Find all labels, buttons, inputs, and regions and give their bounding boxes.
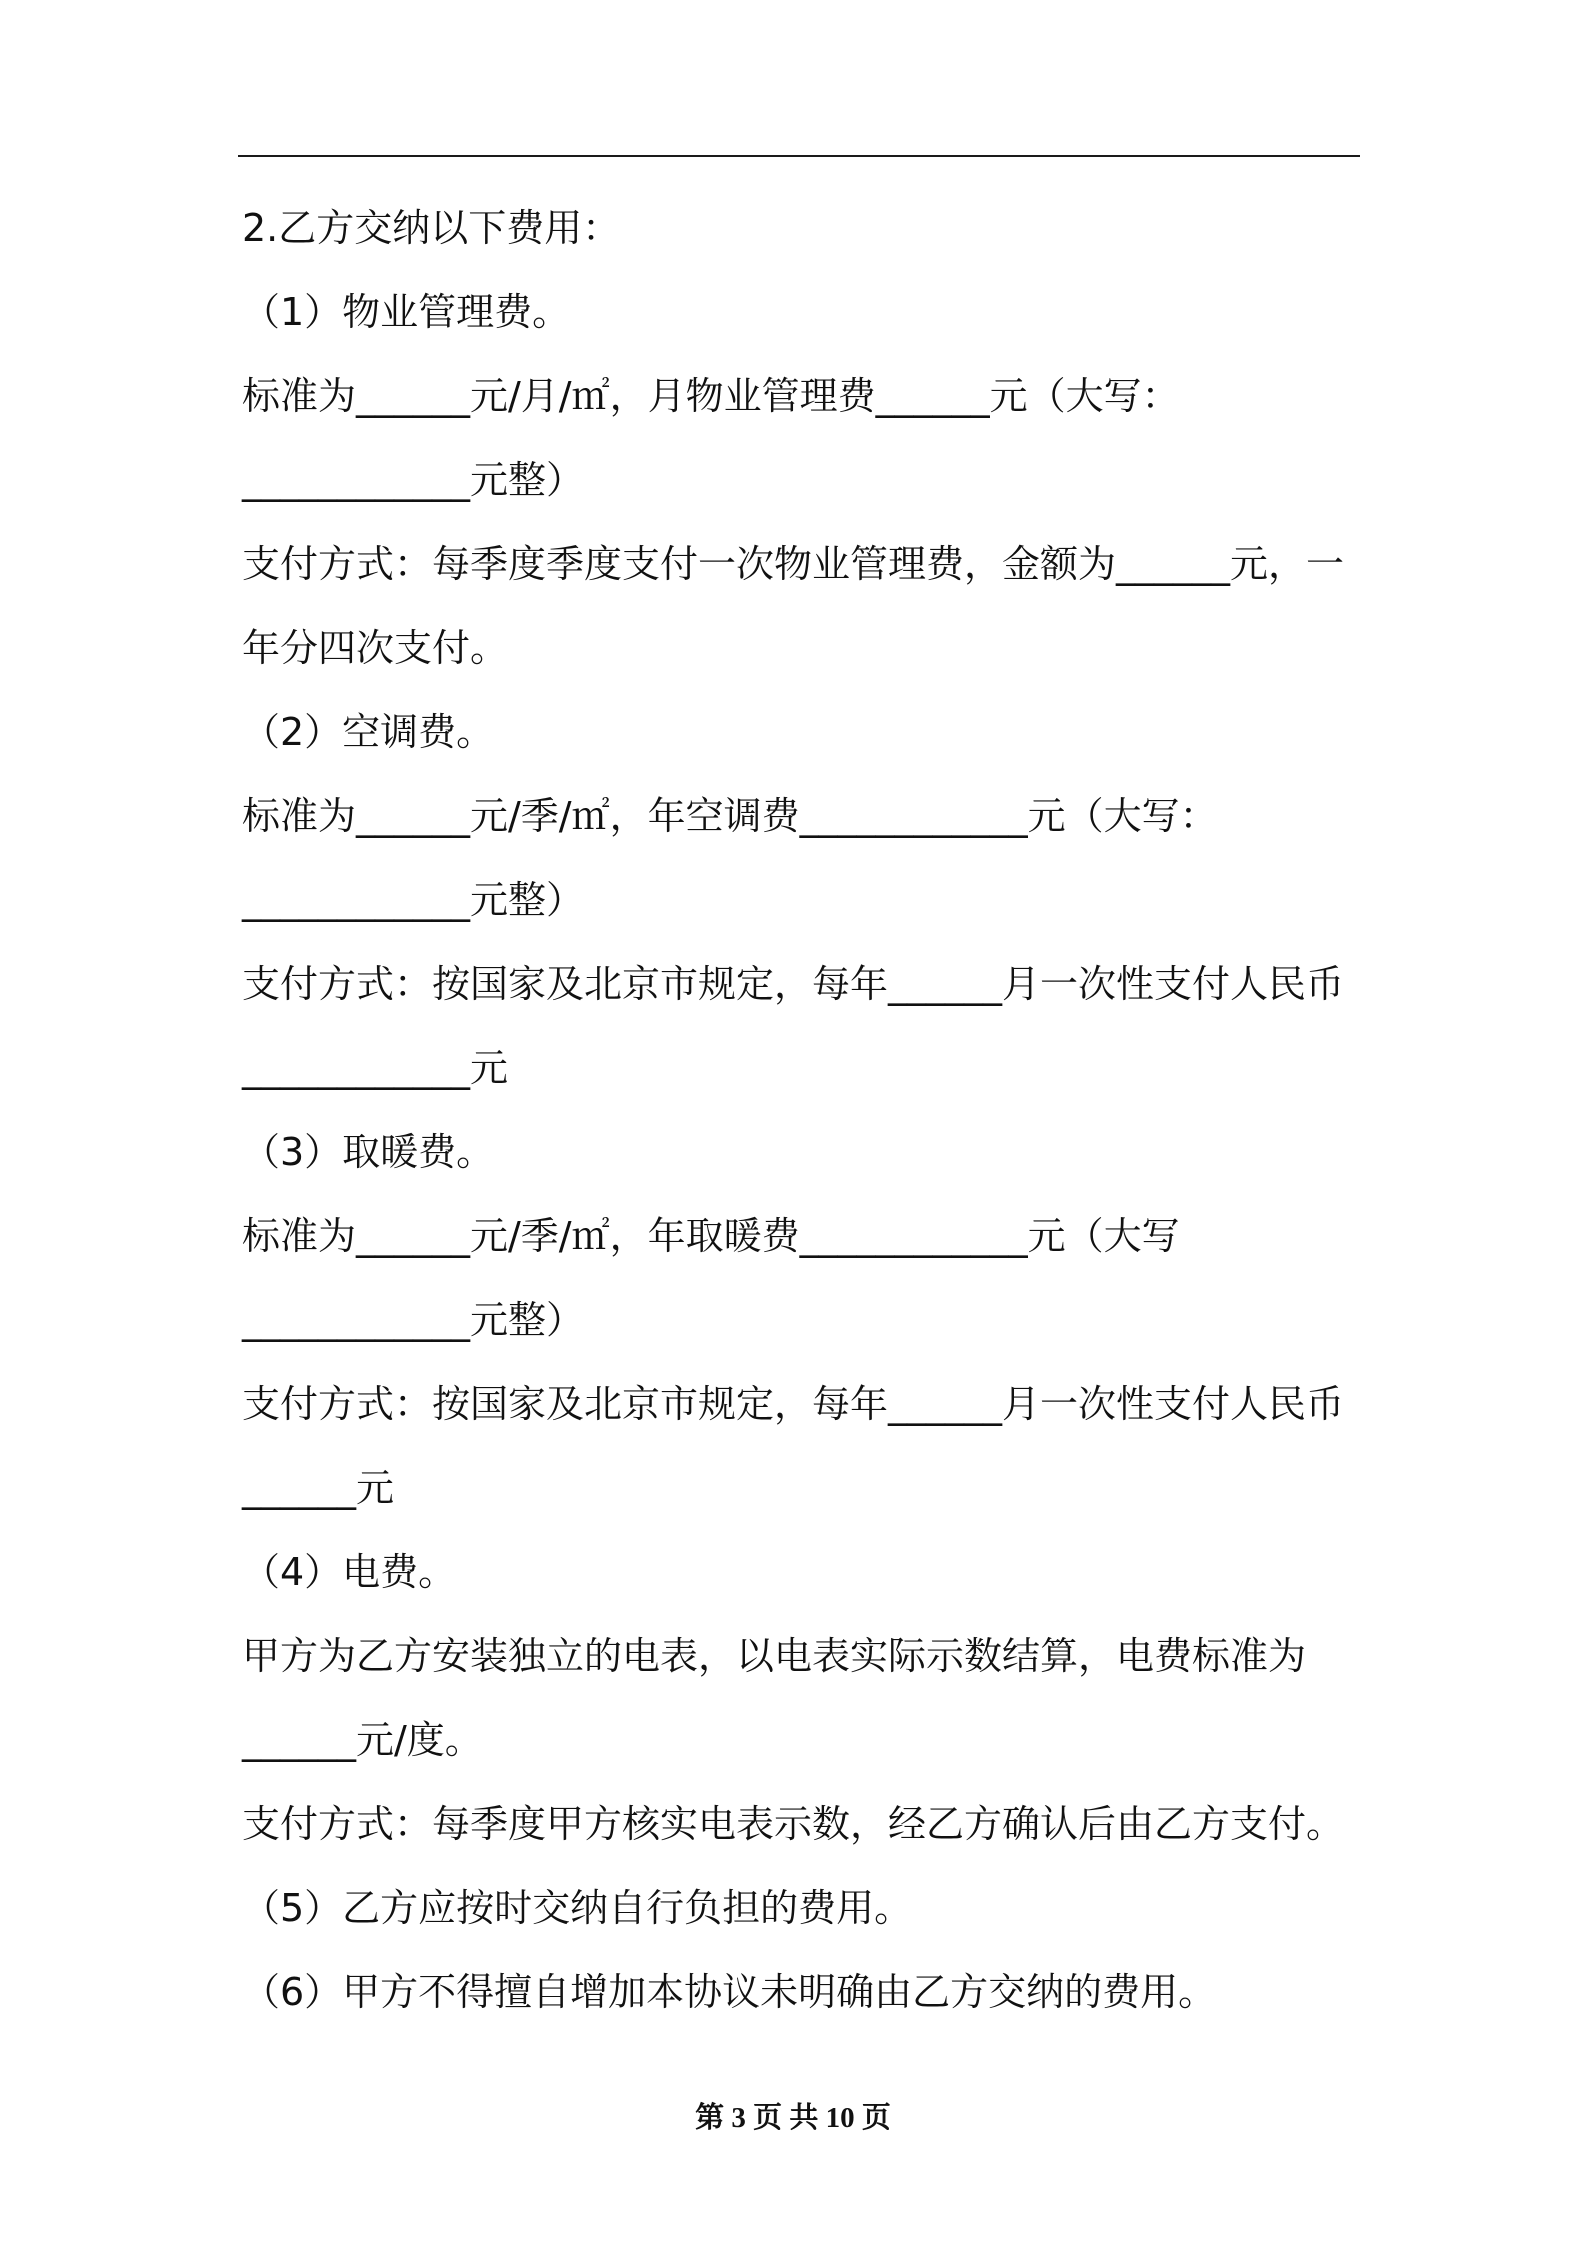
payment-method-line: 支付方式：按国家及北京市规定，每年______月一次性支付人民币 xyxy=(242,962,1345,1006)
document-body xyxy=(242,186,1372,2034)
fee-standard-line: ______元/度。 xyxy=(242,1718,483,1762)
payment-amount-line: ____________元 xyxy=(242,1046,509,1090)
fee-item-title: （5）乙方应按时交纳自行负担的费用。 xyxy=(242,1886,913,1930)
payment-method-line: 支付方式：每季度甲方核实电表示数，经乙方确认后由乙方支付。 xyxy=(242,1802,1345,1846)
page-number: 第 3 页 共 10 页 xyxy=(695,2102,891,2134)
payment-method-continued-line: 年分四次支付。 xyxy=(242,626,509,670)
fee-item-title: （3）取暖费。 xyxy=(242,1130,495,1174)
header-rule xyxy=(238,155,1360,157)
section-heading: 2.乙方交纳以下费用： xyxy=(242,206,621,250)
fee-item-landlord-restriction xyxy=(242,1950,1372,2034)
fee-standard-line: 标准为______元/月/㎡，月物业管理费______元（大写： xyxy=(242,374,1180,418)
payment-amount-line: ______元 xyxy=(242,1466,395,1510)
payment-method-line: 支付方式：按国家及北京市规定，每年______月一次性支付人民币 xyxy=(242,1382,1345,1426)
fee-item-heating xyxy=(242,1110,1372,1530)
fee-item-title: （6）甲方不得擅自增加本协议未明确由乙方交纳的费用。 xyxy=(242,1970,1217,2014)
fee-item-air-conditioning xyxy=(242,690,1372,1110)
fee-standard-line: 标准为______元/季/㎡，年空调费____________元（大写： xyxy=(242,794,1218,838)
fee-item-title: （2）空调费。 xyxy=(242,710,495,754)
fee-amount-in-words-line: ____________元整） xyxy=(242,1298,585,1342)
fee-item-electricity xyxy=(242,1530,1372,1866)
fee-item-tenant-obligation xyxy=(242,1866,1372,1950)
fee-amount-in-words-line: ____________元整） xyxy=(242,458,585,502)
fee-item-property-management xyxy=(242,270,1372,690)
fee-description-line: 甲方为乙方安装独立的电表，以电表实际示数结算，电费标准为 xyxy=(242,1634,1307,1678)
payment-method-line: 支付方式：每季度季度支付一次物业管理费，金额为______元，一 xyxy=(242,542,1345,586)
fee-item-title: （1）物业管理费。 xyxy=(242,290,571,334)
fee-item-title: （4）电费。 xyxy=(242,1550,457,1594)
fee-amount-in-words-line: ____________元整） xyxy=(242,878,585,922)
fee-standard-line: 标准为______元/季/㎡，年取暖费____________元（大写 xyxy=(242,1214,1180,1258)
